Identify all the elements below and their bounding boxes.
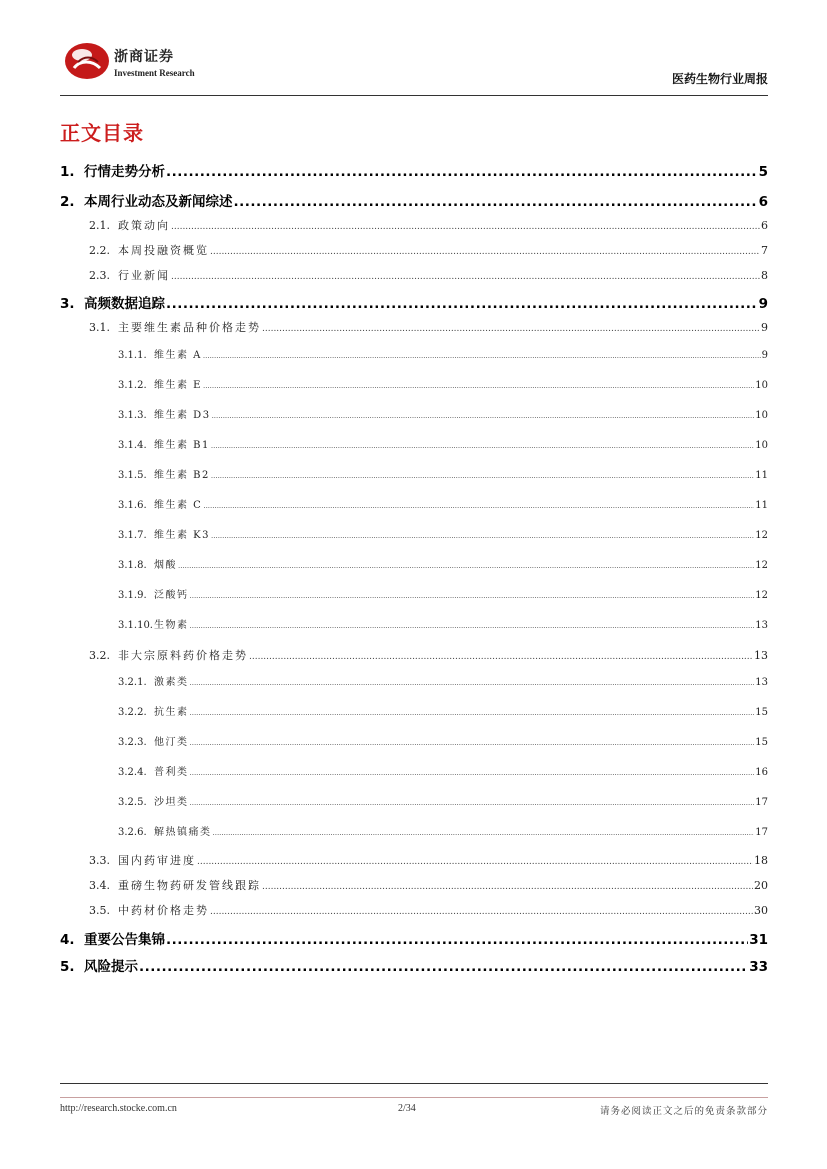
toc-entry-number: 3.3. — [89, 854, 110, 867]
toc-entry-page: 10 — [755, 410, 768, 421]
toc-entry-page: 9 — [761, 350, 768, 361]
toc-entry-label: 维生素 K3 — [154, 530, 211, 541]
toc-dot-leader — [234, 194, 758, 210]
toc-entry-page: 11 — [755, 500, 768, 511]
toc-entry[interactable] — [118, 376, 768, 391]
toc-entry-page: 9 — [758, 296, 768, 312]
toc-dot-leader — [211, 532, 754, 540]
toc-entry[interactable] — [60, 955, 768, 975]
toc-entry-label: 普利类 — [154, 767, 189, 778]
toc-entry-page: 6 — [761, 219, 768, 232]
toc-entry[interactable] — [89, 852, 768, 868]
toc-entry[interactable] — [89, 902, 768, 918]
footer-divider-accent — [60, 1097, 768, 1098]
toc-entry-number: 3.1.2. — [118, 380, 147, 391]
toc-entry-number: 3.4. — [89, 879, 110, 892]
toc-entry[interactable] — [118, 586, 768, 601]
toc-dot-leader — [190, 739, 755, 747]
toc-entry[interactable] — [118, 406, 768, 421]
brand-name-en: Investment Research — [114, 68, 195, 78]
toc-entry-label: 抗生素 — [154, 707, 189, 718]
toc-entry-page: 20 — [754, 879, 768, 892]
toc-dot-leader — [190, 769, 755, 777]
toc-entry-label: 激素类 — [154, 677, 189, 688]
toc-dot-leader — [166, 164, 758, 180]
toc-entry-label: 重要公告集锦 — [84, 932, 165, 948]
toc-entry-page: 13 — [754, 649, 768, 662]
toc-entry-label: 维生素 E — [154, 380, 202, 391]
toc-entry-page: 17 — [755, 797, 768, 808]
toc-entry-page: 5 — [758, 164, 768, 180]
toc-dot-leader — [262, 882, 753, 892]
toc-entry-number: 3.2.4. — [118, 767, 147, 778]
toc-dot-leader — [166, 932, 748, 948]
toc-entry-label: 维生素 D3 — [154, 410, 211, 421]
toc-entry[interactable] — [89, 242, 768, 258]
toc-dot-leader — [212, 412, 755, 420]
toc-entry-label: 维生素 C — [154, 500, 203, 511]
toc-dot-leader — [203, 352, 761, 360]
toc-entry-label: 中药材价格走势 — [118, 904, 209, 917]
toc-dot-leader — [166, 296, 758, 312]
toc-entry[interactable] — [118, 823, 768, 838]
toc-dot-leader — [190, 592, 755, 600]
toc-entry[interactable] — [60, 190, 768, 210]
toc-dot-leader — [197, 857, 753, 867]
toc-entry-number: 3.5. — [89, 904, 110, 917]
toc-entry-number: 3.2.5. — [118, 797, 147, 808]
footer-divider — [60, 1083, 768, 1084]
toc-entry-number: 2.1. — [89, 219, 110, 232]
toc-entry-number: 3.1.5. — [118, 470, 147, 481]
toc-entry-label: 行业新闻 — [118, 269, 170, 282]
toc-dot-leader — [249, 652, 753, 662]
toc-entry-label: 本周投融资概览 — [118, 244, 209, 257]
toc-dot-leader — [262, 324, 760, 334]
toc-entry-number: 3.1.9. — [118, 590, 147, 601]
toc-dot-leader — [203, 502, 754, 510]
toc-entry-page: 11 — [755, 470, 768, 481]
toc-entry-page: 18 — [754, 854, 768, 867]
toc-entry[interactable] — [118, 556, 768, 571]
toc-entry-page: 16 — [755, 767, 768, 778]
toc-entry-number: 2.2. — [89, 244, 110, 257]
toc-entry-number: 4. — [60, 932, 75, 948]
toc-dot-leader — [190, 679, 755, 687]
toc-entry-label: 生物素 — [154, 620, 189, 631]
toc-entry[interactable] — [60, 928, 768, 948]
toc-entry-label: 他汀类 — [154, 737, 189, 748]
header-divider — [60, 95, 768, 96]
toc-entry-number: 2. — [60, 194, 75, 210]
toc-entry-page: 31 — [749, 932, 768, 948]
toc-entry-label: 重磅生物药研发管线跟踪 — [118, 879, 261, 892]
toc-entry-page: 6 — [758, 194, 768, 210]
toc-entry[interactable] — [118, 673, 768, 688]
toc-entry-page: 13 — [755, 620, 768, 631]
toc-entry-number: 3.1.1. — [118, 350, 147, 361]
toc-dot-leader — [210, 247, 760, 257]
toc-entry-label: 维生素 B2 — [154, 470, 210, 481]
toc-entry-label: 政策动向 — [118, 219, 170, 232]
toc-dot-leader — [210, 907, 753, 917]
toc-entry-number: 3.1. — [89, 321, 110, 334]
page-indicator: 2/34 — [398, 1103, 416, 1114]
toc-title: 正文目录 — [60, 121, 144, 145]
toc-entry-page: 17 — [755, 827, 768, 838]
toc-entry-number: 1. — [60, 164, 75, 180]
toc-entry[interactable] — [118, 733, 768, 748]
toc-entry-number: 3.2.3. — [118, 737, 147, 748]
toc-entry[interactable] — [60, 160, 768, 180]
toc-entry-page: 7 — [761, 244, 768, 257]
toc-entry-page: 10 — [755, 440, 768, 451]
toc-entry[interactable] — [118, 616, 768, 631]
toc-entry[interactable] — [89, 319, 768, 335]
toc-entry-number: 3. — [60, 296, 75, 312]
toc-dot-leader — [211, 442, 754, 450]
toc-entry[interactable] — [118, 763, 768, 778]
report-type: 医药生物行业周报 — [671, 72, 768, 86]
toc-entry-number: 3.1.7. — [118, 530, 147, 541]
toc-entry[interactable] — [60, 292, 768, 312]
toc-entry-label: 泛酸钙 — [154, 590, 189, 601]
toc-entry-page: 33 — [749, 959, 768, 975]
toc-dot-leader — [171, 222, 760, 232]
toc-entry-label: 解热镇痛类 — [154, 827, 212, 838]
toc-entry[interactable] — [118, 703, 768, 718]
toc-entry-number: 3.2.6. — [118, 827, 147, 838]
toc-entry[interactable] — [89, 877, 768, 893]
toc-entry[interactable] — [118, 793, 768, 808]
toc-entry-page: 9 — [761, 321, 768, 334]
toc-entry-number: 3.2.2. — [118, 707, 147, 718]
toc-entry-label: 主要维生素品种价格走势 — [118, 321, 261, 334]
page-header — [60, 34, 768, 96]
toc-entry[interactable] — [118, 346, 768, 361]
toc-entry-label: 维生素 B1 — [154, 440, 210, 451]
toc-entry-label: 风险提示 — [84, 959, 138, 975]
toc-entry-label: 本周行业动态及新闻综述 — [84, 194, 233, 210]
toc-entry-label: 高频数据追踪 — [84, 296, 165, 312]
toc-entry-number: 2.3. — [89, 269, 110, 282]
brand-logo — [62, 38, 202, 84]
toc-dot-leader — [139, 959, 748, 975]
toc-entry-number: 3.1.6. — [118, 500, 147, 511]
toc-entry-number: 3.1.4. — [118, 440, 147, 451]
toc-entry[interactable] — [89, 267, 768, 283]
toc-dot-leader — [190, 799, 755, 807]
toc-entry-page: 30 — [754, 904, 768, 917]
toc-entry-label: 维生素 A — [154, 350, 202, 361]
toc-entry[interactable] — [89, 217, 768, 233]
zheshang-securities-logo-icon — [62, 38, 112, 84]
toc-entry[interactable] — [89, 647, 768, 663]
toc-dot-leader — [213, 829, 755, 837]
toc-entry-page: 15 — [755, 737, 768, 748]
toc-entry-number: 3.2.1. — [118, 677, 147, 688]
toc-entry-page: 8 — [761, 269, 768, 282]
toc-entry[interactable] — [118, 496, 768, 511]
toc-entry-page: 12 — [755, 590, 768, 601]
footer-disclaimer: 请务必阅读正文之后的免责条款部分 — [599, 1106, 768, 1117]
toc-entry-page: 12 — [755, 560, 768, 571]
toc-entry-label: 沙坦类 — [154, 797, 189, 808]
footer-url-link[interactable]: http://research.stocke.com.cn — [60, 1103, 177, 1114]
toc-entry-page: 10 — [755, 380, 768, 391]
toc-dot-leader — [171, 272, 760, 282]
toc-entry-label: 非大宗原料药价格走势 — [118, 649, 248, 662]
brand-name-cn: 浙商证券 — [114, 49, 174, 65]
toc-entry[interactable] — [118, 526, 768, 541]
toc-entry[interactable] — [118, 466, 768, 481]
toc-entry-number: 5. — [60, 959, 75, 975]
toc-dot-leader — [190, 622, 755, 630]
toc-entry[interactable] — [118, 436, 768, 451]
toc-entry-number: 3.1.8. — [118, 560, 147, 571]
toc-entry-page: 13 — [755, 677, 768, 688]
toc-dot-leader — [211, 472, 754, 480]
toc-entry-label: 烟酸 — [154, 560, 177, 571]
toc-dot-leader — [203, 382, 754, 390]
toc-dot-leader — [190, 709, 755, 717]
toc-entry-number: 3.2. — [89, 649, 110, 662]
toc-entry-page: 15 — [755, 707, 768, 718]
toc-entry-label: 行情走势分析 — [84, 164, 165, 180]
toc-entry-page: 12 — [755, 530, 768, 541]
toc-dot-leader — [178, 562, 754, 570]
toc-entry-number: 3.1.10. — [118, 620, 153, 631]
toc-entry-number: 3.1.3. — [118, 410, 147, 421]
toc-entry-label: 国内药审进度 — [118, 854, 196, 867]
